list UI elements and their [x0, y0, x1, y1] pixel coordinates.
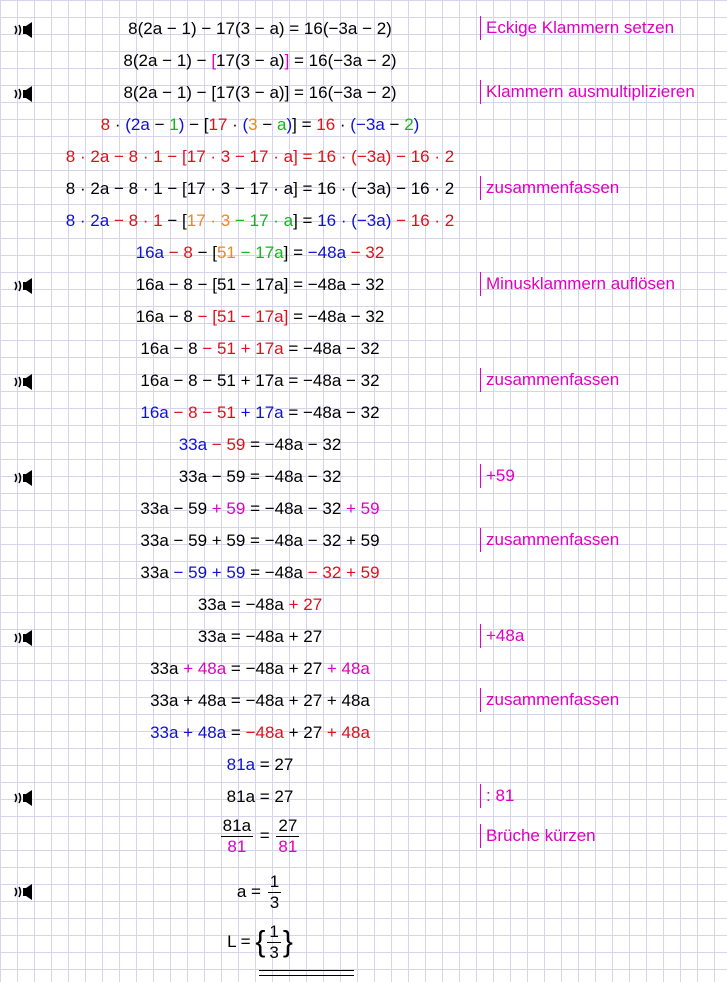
step-note: zusammenfassen: [480, 688, 619, 712]
step-row-23: [0, 717, 727, 749]
step-row-6: [0, 173, 727, 205]
step-row-19: [0, 589, 727, 621]
equation: 8(2a − 1) − 17(3 − a) = 16(−3a − 2): [128, 19, 392, 38]
equation: 8(2a − 1) − [17(3 − a)] = 16(−3a − 2): [123, 51, 397, 70]
step-row-16: [0, 493, 727, 525]
equation: 8(2a − 1) − [17(3 − a)] = 16(−3a − 2): [123, 83, 397, 102]
equation: 8 · 2a − 8 · 1 − [17 · 3 − 17 · a] = 16 · (−3a) − 16 · 2: [65, 147, 455, 166]
step-note: zusammenfassen: [480, 528, 619, 552]
step-note: +59: [480, 464, 515, 488]
fraction: $\frac{1}{3}$: [269, 922, 279, 962]
step-row-1: [0, 13, 727, 45]
equation: 16a − 8 − [51 − 17a] = −48a − 32: [135, 307, 385, 326]
step-row-14: [0, 429, 727, 461]
solution-set-row: [0, 922, 727, 972]
step-note: zusammenfassen: [480, 176, 619, 200]
equation: 8 · 2a − 8 · 1 − [17 · 3 − 17 · a] = 16 · (−3a) − 16 · 2: [65, 179, 455, 198]
step-row-8: [0, 237, 727, 269]
step-row-21: [0, 653, 727, 685]
equation: 33a − 59 + 59 = −48a − 32 + 59: [140, 531, 380, 550]
step-note: +48a: [480, 624, 524, 648]
equation: 33a = −48a + 27: [197, 595, 323, 614]
equation: 33a − 59 = −48a − 32: [178, 435, 342, 454]
equation: 33a = −48a + 27: [197, 627, 323, 646]
equation: 8 · 2a − 8 · 1 − [17 · 3 − 17 · a] = 16 · (−3a) − 16 · 2: [65, 211, 455, 230]
equation: 16a − 8 − 51 + 17a = −48a − 32: [140, 403, 380, 422]
step-row-27: [0, 870, 727, 918]
step-row-18: [0, 557, 727, 589]
equation: 33a + 48a = −48a + 27 + 48a: [150, 691, 370, 710]
step-row-2: [0, 45, 727, 77]
equation: 81a = 27: [226, 755, 294, 774]
step-row-24: [0, 749, 727, 781]
step-note: Eckige Klammern setzen: [480, 16, 674, 40]
step-row-7: [0, 205, 727, 237]
step-row-20: [0, 621, 727, 653]
step-row-25: [0, 781, 727, 813]
fraction: $\frac{27}{81}$: [278, 816, 298, 856]
equation: 33a − 59 + 59 = −48a − 32 + 59: [140, 499, 380, 518]
step-row-3: [0, 77, 727, 109]
step-note: Minusklammern auflösen: [480, 272, 675, 296]
equation: 33a + 48a = −48a + 27 + 48a: [150, 723, 370, 742]
equation: 81a = 27: [226, 787, 294, 806]
equation: 33a + 48a = −48a + 27 + 48a: [150, 659, 370, 678]
step-row-13: [0, 397, 727, 429]
equation: 8 · (2a − 1) − [17 · (3 − a)] = 16 · (−3a − 2): [100, 115, 420, 134]
step-row-4: [0, 109, 727, 141]
step-note: Klammern ausmultiplizieren: [480, 80, 695, 104]
fraction: $\frac{81a}{81}$: [222, 816, 252, 856]
equation: 16a − 8 − [51 − 17a] = −48a − 32: [135, 275, 385, 294]
step-row-22: [0, 685, 727, 717]
step-row-10: [0, 301, 727, 333]
equation: 33a − 59 = −48a − 32: [178, 467, 342, 486]
step-row-9: [0, 269, 727, 301]
step-row-17: [0, 525, 727, 557]
step-row-26: [0, 816, 727, 864]
fraction: $\frac{1}{3}$: [269, 872, 280, 912]
step-note: Brüche kürzen: [480, 824, 596, 848]
step-note: zusammenfassen: [480, 368, 619, 392]
equation: 16a − 8 − 51 + 17a = −48a − 32: [140, 339, 380, 358]
step-note: : 81: [480, 784, 514, 808]
step-row-15: [0, 461, 727, 493]
solution-set: L = { $\frac{1}{3}$ }: [227, 922, 293, 962]
step-row-12: [0, 365, 727, 397]
equation: 33a − 59 + 59 = −48a − 32 + 59: [140, 563, 380, 582]
step-row-5: [0, 141, 727, 173]
equation: $\frac{81a}{81}$ = $\frac{27}{81}$: [222, 816, 298, 856]
equation: 16a − 8 − 51 + 17a = −48a − 32: [140, 371, 380, 390]
equation: a = $\frac{1}{3}$: [236, 872, 280, 912]
equation: 16a − 8 − [51 − 17a] = −48a − 32: [135, 243, 385, 262]
step-row-11: [0, 333, 727, 365]
double-underline: [259, 970, 354, 976]
